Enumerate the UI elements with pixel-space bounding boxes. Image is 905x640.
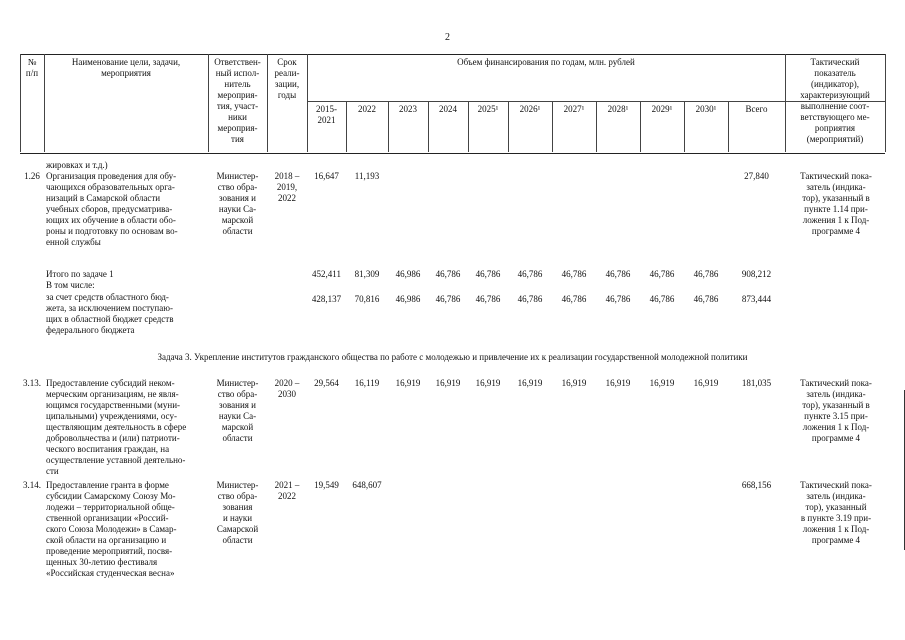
row-value: 16,919 bbox=[649, 378, 675, 388]
row-value: 668,156 bbox=[741, 480, 772, 490]
total-label: Итого по задаче 1 bbox=[46, 269, 114, 279]
year-header: 2025¹ bbox=[477, 104, 499, 114]
incl-label: В том числе: bbox=[46, 280, 95, 290]
total-value: 81,309 bbox=[354, 269, 380, 279]
year-header: 2027¹ bbox=[563, 104, 585, 114]
row-indicator: Тактический пока- затель (индика- тор), указанный в пункте 1.14 при- ложения 1 к Под- программе 4 bbox=[800, 171, 872, 236]
row-value: 27,840 bbox=[744, 171, 769, 181]
row-value: 16,919 bbox=[475, 378, 501, 388]
row-value: 11,193 bbox=[354, 171, 380, 181]
regional-value: 46,786 bbox=[693, 294, 719, 304]
row-name: Организация проведения для обу- чающихся образовательных орга- низаций в Самарской области учебных сборов, предусматрива- ющих их обучение в области обо- роны и подготовку по основам во- енной службы bbox=[46, 171, 178, 247]
year-header: 2026¹ bbox=[519, 104, 541, 114]
year-header: 2015- 2021 bbox=[316, 104, 337, 125]
year-header: 2028¹ bbox=[607, 104, 629, 114]
row-value: 29,564 bbox=[314, 378, 339, 388]
row-value: 16,919 bbox=[517, 378, 543, 388]
regional-value: 46,786 bbox=[561, 294, 587, 304]
regional-value: 46,786 bbox=[605, 294, 631, 304]
row-value: 16,919 bbox=[561, 378, 587, 388]
row-indicator: Тактический пока- затель (индика- тор), указанный в пункте 3.15 при- ложения 1 к Под- программе 4 bbox=[800, 378, 872, 443]
total-value: 46,786 bbox=[649, 269, 675, 279]
row-value: 19,549 bbox=[314, 480, 339, 490]
row-number: 3.14. bbox=[23, 480, 41, 490]
year-header: 2030¹ bbox=[695, 104, 717, 114]
page-number: 2 bbox=[445, 32, 450, 43]
total-value: 46,986 bbox=[395, 269, 421, 279]
row-value: 16,919 bbox=[435, 378, 461, 388]
total-value: 452,411 bbox=[312, 269, 341, 279]
regional-value: 428,137 bbox=[311, 294, 342, 304]
year-header: 2022 bbox=[358, 104, 376, 114]
row-term: 2018 – 2019, 2022 bbox=[274, 171, 300, 203]
total-value: 46,786 bbox=[561, 269, 587, 279]
regional-value: 46,786 bbox=[475, 294, 501, 304]
row-responsible: Министер- ство обра- зования и науки Самарской области bbox=[216, 480, 259, 545]
year-header: 2024 bbox=[439, 104, 457, 114]
row-responsible: Министер- ство обра- зования и науки Са- марской области bbox=[216, 378, 259, 443]
regional-value: 873,444 bbox=[741, 294, 772, 304]
row-responsible: Министер- ство обра- зования и науки Са- марской области bbox=[216, 171, 259, 236]
year-header: 2023 bbox=[399, 104, 417, 114]
total-value: 46,786 bbox=[605, 269, 631, 279]
row-term: 2020 – 2030 bbox=[274, 378, 300, 399]
header-no: № п/п bbox=[25, 57, 39, 78]
row-value: 16,919 bbox=[395, 378, 421, 388]
regional-value: 46,786 bbox=[435, 294, 461, 304]
row-name: Предоставление субсидий неком- мерческим организациям, не явля- ющимся государственными (муни- ципальными) учреждениями, осу- ществляющим деятельность в сфере добровольчества и (или) патриоти- ческого воспитания граждан, на осуществление уставной деятельно- сти bbox=[46, 378, 187, 476]
total-value: 908,212 bbox=[741, 269, 772, 279]
header-indicator: Тактический показатель (индикатор), характеризующий выполнение соот- ветствующего ме- роприятия (мероприятий) bbox=[800, 57, 870, 144]
row-number: 3.13. bbox=[23, 378, 41, 388]
year-header: Всего bbox=[745, 104, 768, 114]
row-value: 16,919 bbox=[605, 378, 631, 388]
row-value: 16,119 bbox=[354, 378, 380, 388]
task3-heading: Задача 3. Укрепление институтов гражданского общества по работе с молодежью и привлечение их к реализации государственной молодежной политики bbox=[157, 352, 748, 362]
total-value: 46,786 bbox=[475, 269, 501, 279]
regional-value: 46,986 bbox=[395, 294, 421, 304]
row-value: 16,647 bbox=[314, 171, 339, 181]
header-responsible: Ответствен- ный испол- нитель мероприя- тия, участ- ники мероприя- тия bbox=[214, 57, 261, 144]
header-term: Срок реали- зации, годы bbox=[274, 57, 300, 100]
header-name: Наименование цели, задачи, мероприятия bbox=[71, 57, 181, 78]
regional-value: 46,786 bbox=[517, 294, 543, 304]
row-indicator: Тактический пока- затель (индика- тор), указанный в пункте 3.19 при- ложения 1 к Под- программе 4 bbox=[800, 480, 872, 545]
row-value: 16,919 bbox=[693, 378, 719, 388]
regional-label: за счет средств областного бюд- жета, за исключением поступаю- щих в областной бюджет средств федерального бюджета bbox=[46, 292, 174, 335]
total-value: 46,786 bbox=[693, 269, 719, 279]
regional-value: 46,786 bbox=[649, 294, 675, 304]
row-name: Предоставление гранта в форме субсидии Самарскому Союзу Мо- лодежи – территориальной обще- ственной организации «Россий- ского Союза Молодежи» в Самар- ской области на организацию и проведение мероприятий, посвя- щенных 30-летию фестиваля «Российская студенческая весна» bbox=[46, 480, 177, 578]
row-number: 1.26 bbox=[24, 171, 40, 181]
total-value: 46,786 bbox=[517, 269, 543, 279]
regional-value: 70,816 bbox=[354, 294, 380, 304]
header-financing: Объем финансирования по годам, млн. рублей bbox=[457, 57, 635, 67]
row-value: 648,607 bbox=[352, 480, 382, 490]
total-value: 46,786 bbox=[435, 269, 461, 279]
year-header: 2029¹ bbox=[651, 104, 673, 114]
row-value: 181,035 bbox=[741, 378, 772, 388]
carry-over-text: жировках и т.д.) bbox=[46, 160, 108, 170]
row-term: 2021 – 2022 bbox=[274, 480, 300, 501]
